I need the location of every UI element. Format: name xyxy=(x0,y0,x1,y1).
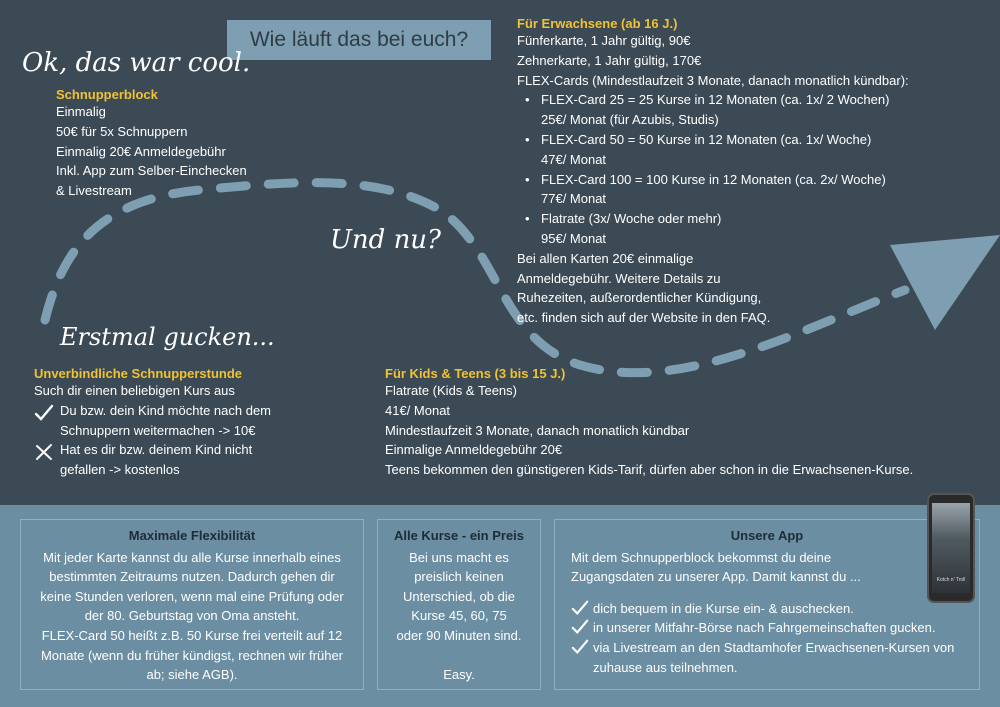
schnupperblock-section xyxy=(56,87,247,201)
app-feature-item xyxy=(571,638,979,677)
kids-line: 41€/ Monat xyxy=(385,402,451,418)
schnupper-line: Einmalig xyxy=(56,104,106,119)
card-line: Kurse 45, 60, 75 xyxy=(411,608,507,624)
script-ok: Ok, das war cool. xyxy=(22,48,251,78)
schnupperstunde-intro: Such dir einen beliebigen Kurs aus xyxy=(34,383,235,398)
card-line: Mit jeder Karte kannst du alle Kurse innerhalb eines xyxy=(43,549,341,565)
flex-card-item xyxy=(517,90,987,130)
no-option xyxy=(34,440,354,480)
kids-heading: Für Kids & Teens (3 bis 15 J.) xyxy=(385,366,566,381)
schnupper-line: & Livestream xyxy=(56,183,132,199)
card-app-intro xyxy=(555,548,979,587)
script-erstmal: Erstmal gucken... xyxy=(60,323,275,351)
yes-option xyxy=(34,401,354,441)
kids-line: Teens bekommen den günstigeren Kids-Tarif, dürfen aber schon in die Erwachsenen-Kurse. xyxy=(385,462,914,478)
card-preis-heading: Alle Kurse - ein Preis xyxy=(393,528,525,543)
card-line: ab; siehe AGB). xyxy=(146,667,238,683)
app-feature-text: dich bequem in die Kurse ein- & auschecken. xyxy=(593,600,854,616)
phone-logo-label: Kotch n' Troll xyxy=(936,577,966,583)
kids-section xyxy=(385,366,985,480)
flex-card-title: • FLEX-Card 50 = 50 Kurse in 12 Monaten (ca. 1x/ Woche) xyxy=(541,131,872,147)
kids-line: Flatrate (Kids & Teens) xyxy=(385,383,517,398)
card-app xyxy=(554,519,980,690)
checkmark-icon xyxy=(34,403,54,423)
card-line: der 80. Geburtstag von Oma ansteht. xyxy=(84,608,300,624)
card-line: Bei uns macht es xyxy=(409,549,509,565)
no-option-line: Hat es dir bzw. deinem Kind nicht xyxy=(60,442,253,458)
cross-icon xyxy=(34,442,54,462)
erwachsene-line: Zehnerkarte, 1 Jahr gültig, 170€ xyxy=(517,52,702,68)
flex-card-item xyxy=(517,170,987,210)
card-line: preislich keinen xyxy=(414,569,504,585)
schnupper-line: Einmalig 20€ Anmeldegebühr xyxy=(56,143,226,159)
script-und-nu: Und nu? xyxy=(330,225,441,255)
card-line: Unterschied, ob die xyxy=(402,588,515,604)
flex-card-title: • Flatrate (3x/ Woche oder mehr) xyxy=(541,211,722,227)
schnupperblock-heading: Schnupperblock xyxy=(56,87,158,102)
kids-line: Mindestlaufzeit 3 Monate, danach monatlich kündbar xyxy=(385,422,690,438)
card-line: Mit dem Schnupperblock bekommst du deine xyxy=(571,549,832,565)
checkmark-icon xyxy=(571,638,589,656)
phone-screen xyxy=(932,503,970,593)
schnupperstunde-section xyxy=(34,366,354,480)
flex-card-price: 95€/ Monat xyxy=(541,230,607,246)
page-title: Wie läuft das bei euch? xyxy=(227,20,491,60)
erwachsene-line: FLEX-Cards (Mindestlaufzeit 3 Monate, danach monatlich kündbar): xyxy=(517,72,909,88)
card-line: oder 90 Minuten sind. xyxy=(396,627,522,643)
flex-card-price: 47€/ Monat xyxy=(541,151,607,167)
flex-card-price: 25€/ Monat (für Azubis, Studis) xyxy=(541,112,719,128)
checkmark-icon xyxy=(571,618,589,636)
app-feature-text: via Livestream an den Stadtamhofer Erwachsenen-Kursen von xyxy=(593,639,955,655)
erwachsene-footer: etc. finden sich auf der Website in den FAQ. xyxy=(517,310,771,326)
app-feature-text: zuhause aus teilnehmen. xyxy=(593,659,738,675)
phone-image xyxy=(927,493,975,603)
card-line: Monate (wenn du früher kündigst, rechnen wir früher xyxy=(40,647,344,663)
card-line: keine Stunden verloren, wenn mal eine Prüfung oder xyxy=(40,588,344,604)
card-preis-easy: Easy. xyxy=(443,666,475,682)
erwachsene-footer: Bei allen Karten 20€ einmalige xyxy=(517,250,694,266)
flex-card-list xyxy=(517,90,987,248)
checkmark-icon xyxy=(571,599,589,617)
card-flexibilitaet xyxy=(20,519,364,690)
schnupper-line: 50€ für 5x Schnuppern xyxy=(56,123,188,139)
flex-card-price: 77€/ Monat xyxy=(541,191,607,207)
flex-card-item xyxy=(517,130,987,170)
card-flexibilitaet-heading: Maximale Flexibilität xyxy=(128,528,256,543)
erwachsene-footer: Ruhezeiten, außerordentlicher Kündigung, xyxy=(517,290,762,306)
flex-card-title: • FLEX-Card 25 = 25 Kurse in 12 Monaten (ca. 1x/ 2 Wochen) xyxy=(541,92,890,108)
erwachsene-heading: Für Erwachsene (ab 16 J.) xyxy=(517,16,678,31)
app-feature-text: in unserer Mitfahr-Börse nach Fahrgemeinschaften gucken. xyxy=(593,620,936,636)
erwachsene-footer: Anmeldegebühr. Weitere Details zu xyxy=(517,270,721,286)
no-option-line: gefallen -> kostenlos xyxy=(60,462,180,478)
card-line: bestimmten Zeitraums nutzen. Dadurch gehen dir xyxy=(49,569,335,585)
card-line: Zugangsdaten zu unserer App. Damit kannst du ... xyxy=(571,569,861,585)
flex-card-title: • FLEX-Card 100 = 100 Kurse in 12 Monaten (ca. 2x/ Woche) xyxy=(541,171,886,187)
card-preis xyxy=(377,519,541,690)
card-app-heading: Unsere App xyxy=(730,528,804,543)
app-feature-list xyxy=(555,599,979,677)
kids-line: Einmalige Anmeldegebühr 20€ xyxy=(385,442,563,458)
yes-option-line: Schnuppern weitermachen -> 10€ xyxy=(60,422,256,438)
app-feature-item xyxy=(571,599,979,619)
schnupperstunde-heading: Unverbindliche Schnupperstunde xyxy=(34,366,243,381)
card-line: FLEX-Card 50 heißt z.B. 50 Kurse frei verteilt auf 12 xyxy=(41,627,343,643)
yes-option-line: Du bzw. dein Kind möchte nach dem xyxy=(60,402,272,418)
app-feature-item xyxy=(571,618,979,638)
flex-card-item xyxy=(517,209,987,249)
erwachsene-line: Fünferkarte, 1 Jahr gültig, 90€ xyxy=(517,33,691,48)
erwachsene-section xyxy=(517,16,987,328)
schnupper-line: Inkl. App zum Selber-Einchecken xyxy=(56,163,247,179)
